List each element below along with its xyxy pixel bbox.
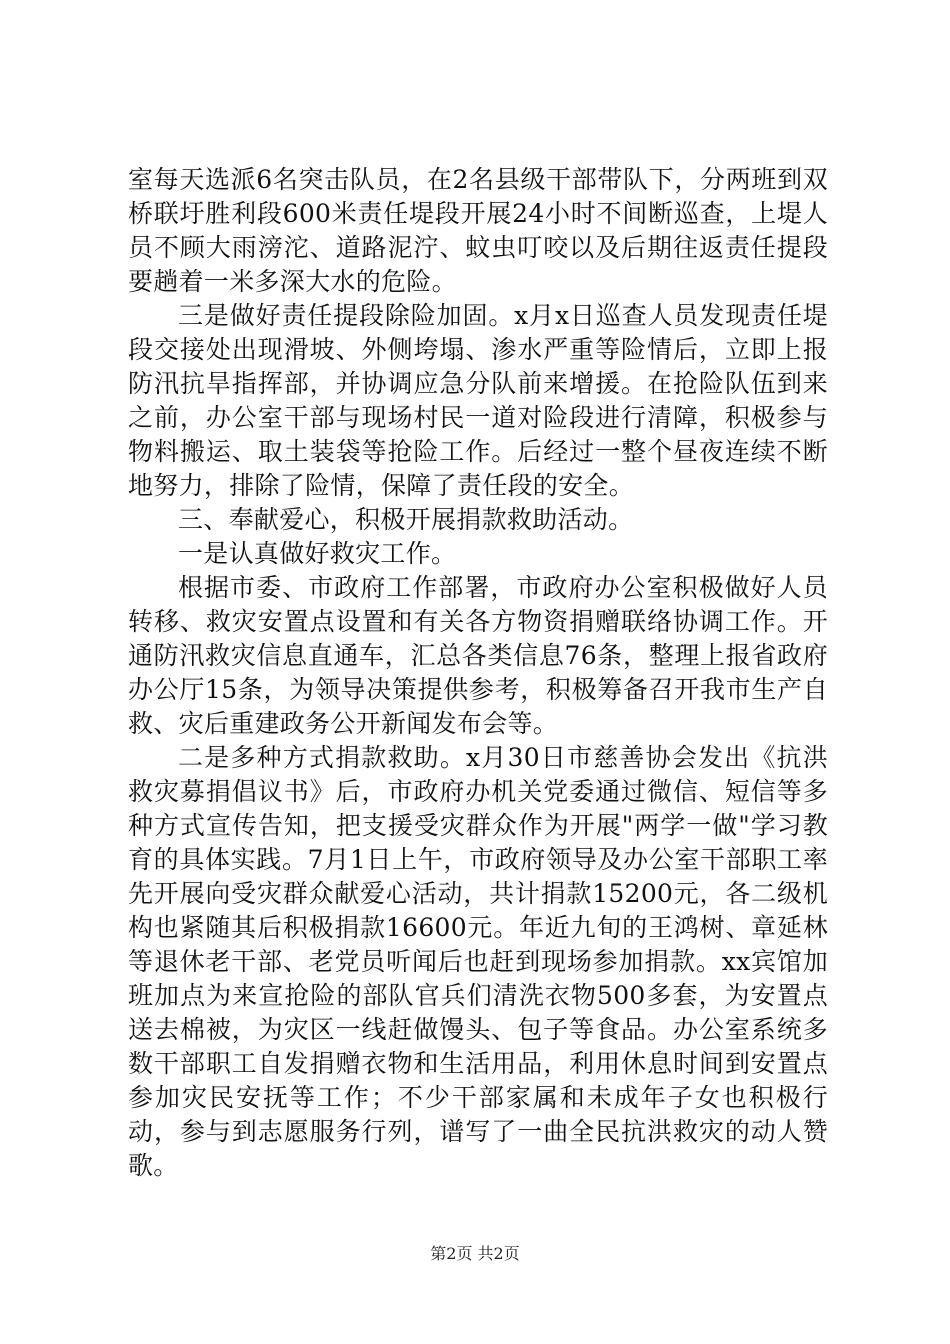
section-heading: 三、奉献爱心，积极开展捐款救助活动。: [178, 505, 634, 534]
subsection-heading: 一是认真做好救灾工作。: [178, 539, 457, 568]
paragraph: 室每天选派6名突击队员，在2名县级干部带队下，分两班到双桥联圩胜利段600米责任堤段开展24小时不间断巡查，上堤人员不顾大雨滂沱、道路泥泞、蚊虫叮咬以及后期往返责任提段要趟着一米多深大水的危险。: [128, 165, 828, 296]
paragraph: 根据市委、市政府工作部署，市政府办公室积极做好人员转移、救灾安置点设置和有关各方物资捐赠联络协调工作。开通防汛救灾信息直通车，汇总各类信息76条，整理上报省政府办公厅15条，为领导决策提供参考，积极筹备召开我市生产自救、灾后重建政务公开新闻发布会等。: [128, 573, 828, 738]
paragraph: 二是多种方式捐款救助。x月30日市慈善协会发出《抗洪救灾募捐倡议书》后，市政府办机关党委通过微信、短信等多种方式宣传告知，把支援受灾群众作为开展"两学一做"学习教育的具体实践。7月1日上午，市政府领导及办公室干部职工率先开展向受灾群众献爱心活动，共计捐款15200元，各二级机构也紧随其后积极捐款16600元。年近九旬的王鸿树、章延林等退休老干部、老党员听闻后也赶到现场参加捐款。xx宾馆加班加点为来宣抢险的部队官兵们清洗衣物500多套，为安置点送去棉被，为灾区一线赶做馒头、包子等食品。办公室系统多数干部职工自发捐赠衣物和生活用品，利用休息时间到安置点参加灾民安抚等工作；不少干部家属和未成年子女也积极行动，参与到志愿服务行列，谱写了一曲全民抗洪救灾的动人赞歌。: [128, 743, 828, 1180]
paragraph: 三是做好责任提段除险加固。x月x日巡查人员发现责任堤段交接处出现滑坡、外侧垮塌、渗水严重等险情后，立即上报防汛抗旱指挥部，并协调应急分队前来增援。在抢险队伍到来之前，办公室干部与现场村民一道对险段进行清障，积极参与物料搬运、取土装袋等抢险工作。后经过一整个昼夜连续不断地努力，排除了险情，保障了责任段的安全。: [128, 301, 828, 500]
document-body: [128, 163, 828, 1183]
page-number-footer: 第2页 共2页: [430, 1244, 520, 1263]
